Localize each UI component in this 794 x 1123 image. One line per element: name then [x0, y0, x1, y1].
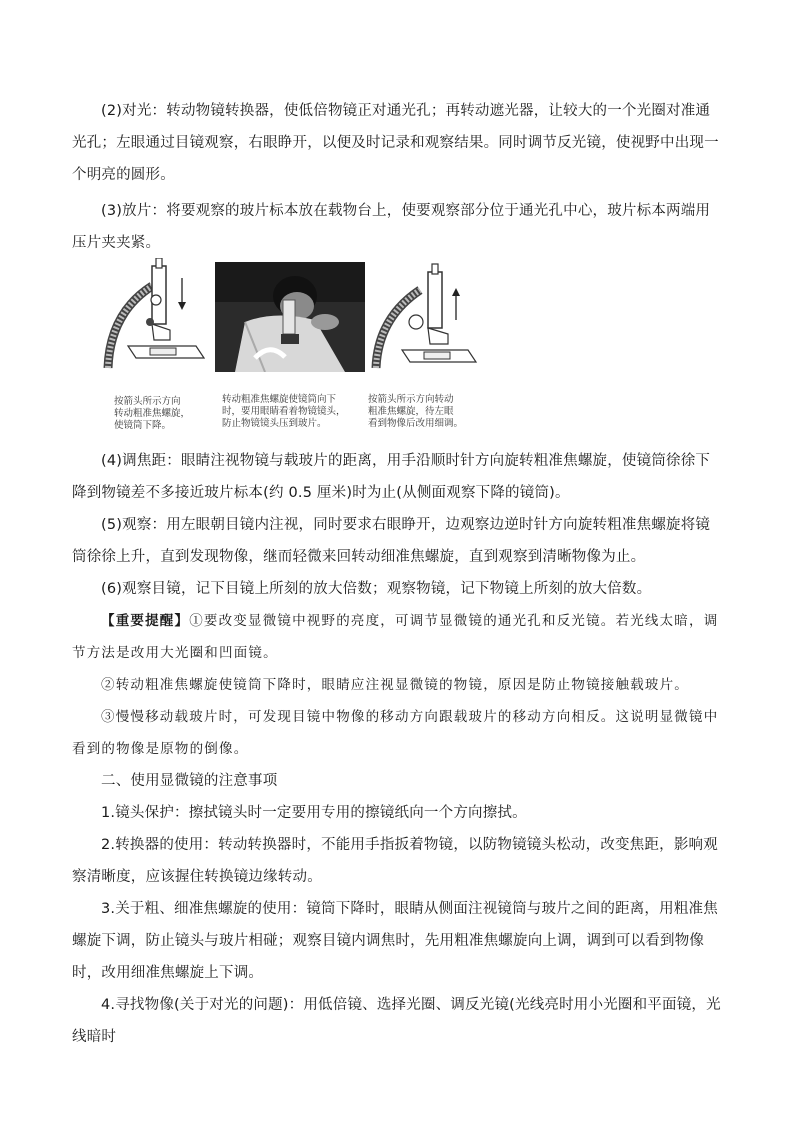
paragraph-light-adjust: (2)对光：转动物镜转换器，使低倍物镜正对通光孔；再转动遮光器，让较大的一个光圈对准通光孔；左眼通过目镜观察，右眼睁开，以便及时记录和观察结果。同时调节反光镜，使视野中出现一个明亮的圆形。	[72, 103, 719, 183]
note-lens-protection: 1.镜头保护：擦拭镜头时一定要用专用的擦镜纸向一个方向擦拭。	[101, 805, 527, 821]
note-converter-use: 2.转换器的使用：转动转换器时，不能用手指扳着物镜，以防物镜镜头松动，改变焦距，影响观察清晰度，应该握住转换镜边缘转动。	[72, 837, 718, 885]
paragraph-observe: (5)观察：用左眼朝目镜内注视，同时要求右眼睁开，边观察边逆时针方向旋转粗准焦螺旋将镜筒徐徐上升，直到发现物像，继而轻微来回转动细准焦螺旋，直到观察到清晰物像为止。	[72, 517, 711, 565]
tip-3: ③慢慢移动载玻片时，可发现目镜中物像的移动方向跟载玻片的移动方向相反。这说明显微镜中看到的物像是原物的倒像。	[72, 709, 719, 757]
paragraph-place-slide: (3)放片：将要观察的玻片标本放在载物台上，使要观察部分位于通光孔中心，玻片标本两端用压片夹夹紧。	[72, 203, 711, 251]
figure-caption-1: 按箭头所示方向 转动粗准焦螺旋， 使镜筒下降。	[114, 396, 191, 431]
figure-row	[100, 258, 480, 438]
figure-caption-2: 转动粗准焦螺旋使镜筒向下 时，要用眼睛看着物镜镜头， 防止物镜镜头压到玻片。	[222, 394, 346, 429]
note-find-image: 4.寻找物像(关于对光的问题)：用低倍镜、选择光圈、调反光镜(光线亮时用小光圈和平面镜，光线暗时	[72, 997, 721, 1045]
paragraph-magnification: (6)观察目镜，记下目镜上所刻的放大倍数；观察物镜，记下物镜上所刻的放大倍数。	[101, 581, 652, 597]
tip-2: ②转动粗准焦螺旋使镜筒下降时，眼睛应注视显微镜的物镜，原因是防止物镜接触载玻片。	[101, 677, 689, 693]
paragraph-focus: (4)调焦距：眼睛注视物镜与载玻片的距离，用手沿顺时针方向旋转粗准焦螺旋，使镜筒徐徐下降到物镜差不多接近玻片标本(约 0.5 厘米)时为止(从侧面观察下降的镜筒)。	[72, 453, 711, 501]
figure-caption-3: 按箭头所示方向转动 粗准焦螺旋，待左眼 看到物像后改用细调。	[368, 394, 464, 429]
microscope-lowering-illustration	[100, 258, 205, 376]
student-microscope-photo	[215, 262, 365, 372]
tip-1: 【重要提醒】①要改变显微镜中视野的亮度，可调节显微镜的通光孔和反光镜。若光线太暗，调节方法是改用大光圈和凹面镜。	[72, 613, 719, 661]
microscope-raising-illustration	[370, 258, 480, 376]
tip-label: 【重要提醒】	[101, 613, 190, 629]
section-heading: 二、使用显微镜的注意事项	[101, 773, 278, 789]
note-focus-knobs: 3.关于粗、细准焦螺旋的使用：镜筒下降时，眼睛从侧面注视镜筒与玻片之间的距离，用粗准焦螺旋下调，防止镜头与玻片相碰；观察目镜内调焦时，先用粗准焦螺旋向上调，调到可以看到物像时，改用细准焦螺旋上下调。	[72, 901, 718, 981]
